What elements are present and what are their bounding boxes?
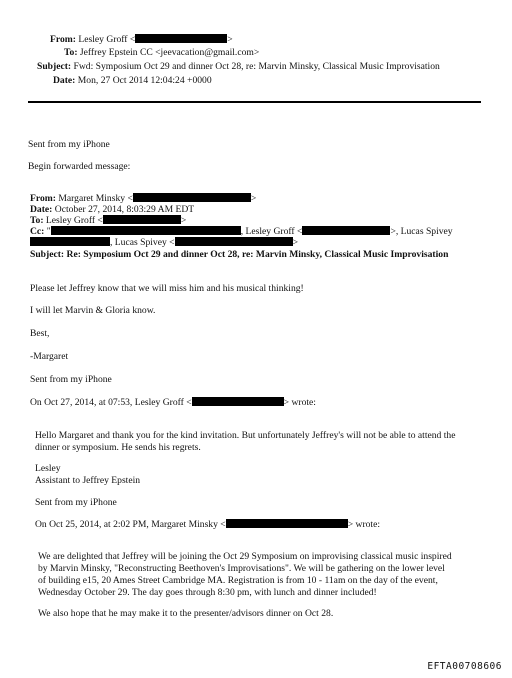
invite-line-2: by Marvin Minsky, "Reconstructing Beethoven's Improvisations". We will be gathering on the lower level (38, 563, 445, 574)
document-id: EFTA00708606 (427, 661, 502, 672)
header-subject: Subject: Fwd: Symposium Oct 29 and dinner Oct 28, re: Marvin Minsky, Classical Music Improvisation (37, 61, 440, 72)
lesley-signature-name: Lesley (35, 463, 61, 474)
quote-attribution-2: On Oct 25, 2014, at 2:02 PM, Margaret Minsky < > wrote: (35, 519, 381, 530)
reply-line-2: I will let Marvin & Gloria know. (30, 305, 156, 316)
begin-forwarded: Begin forwarded message: (28, 161, 131, 172)
reply-line-1: Please let Jeffrey know that we will miss him and his musical thinking! (30, 283, 304, 294)
redaction-bar (103, 215, 181, 224)
invite-line-1: We are delighted that Jeffrey will be joining the Oct 29 Symposium on improvising classical music inspired (38, 551, 452, 562)
redaction-bar (133, 193, 251, 202)
fwd-date: Date: October 27, 2014, 8:03:29 AM EDT (30, 204, 195, 215)
reply-line-3: Best, (30, 328, 50, 339)
redaction-bar (135, 34, 227, 43)
invite-line-5: We also hope that he may make it to the presenter/advisors dinner on Oct 28. (38, 608, 334, 619)
header-from: From: Lesley Groff < > (50, 34, 233, 45)
reply-line-4: -Margaret (30, 351, 69, 362)
redaction-bar (226, 519, 348, 528)
lesley-line-2: dinner or symposium. He sends his regrets. (35, 442, 201, 453)
sent-from-iphone: Sent from my iPhone (28, 139, 110, 150)
invite-line-3: of building e15, 20 Ames Street Cambridge MA. Registration is from 10 - 11am on the day of the event, (38, 575, 438, 586)
fwd-subject: Subject: Re: Symposium Oct 29 and dinner Oct 28, re: Marvin Minsky, Classical Music Improvisation (30, 249, 449, 260)
invite-line-4: Wednesday October 29. The day goes through 8:30 pm, with lunch and dinner included! (38, 587, 377, 598)
fwd-cc-line2: , Lucas Spivey < > (30, 237, 298, 249)
lesley-sent-from: Sent from my iPhone (35, 497, 117, 508)
fwd-cc: Cc: " , Lesley Groff < >, Lucas Spivey (30, 226, 453, 237)
reply-sent-from: Sent from my iPhone (30, 374, 112, 385)
fwd-from: From: Margaret Minsky < > (30, 193, 257, 204)
header-to: To: Jeffrey Epstein CC <jeevacation@gmail.com> (64, 47, 260, 58)
lesley-line-1: Hello Margaret and thank you for the kind invitation. But unfortunately Jeffrey's will not be able to attend the (35, 430, 456, 441)
header-date: Date: Mon, 27 Oct 2014 12:04:24 +0000 (53, 75, 212, 86)
redaction-bar (192, 397, 284, 406)
header-divider (28, 101, 481, 103)
redaction-bar (30, 237, 110, 246)
redaction-bar (175, 237, 293, 246)
lesley-signature-title: Assistant to Jeffrey Epstein (35, 475, 141, 486)
fwd-to: To: Lesley Groff < > (30, 215, 187, 226)
redaction-bar (51, 226, 241, 235)
quote-attribution-1: On Oct 27, 2014, at 07:53, Lesley Groff < > wrote: (30, 397, 316, 408)
redaction-bar (302, 226, 390, 235)
